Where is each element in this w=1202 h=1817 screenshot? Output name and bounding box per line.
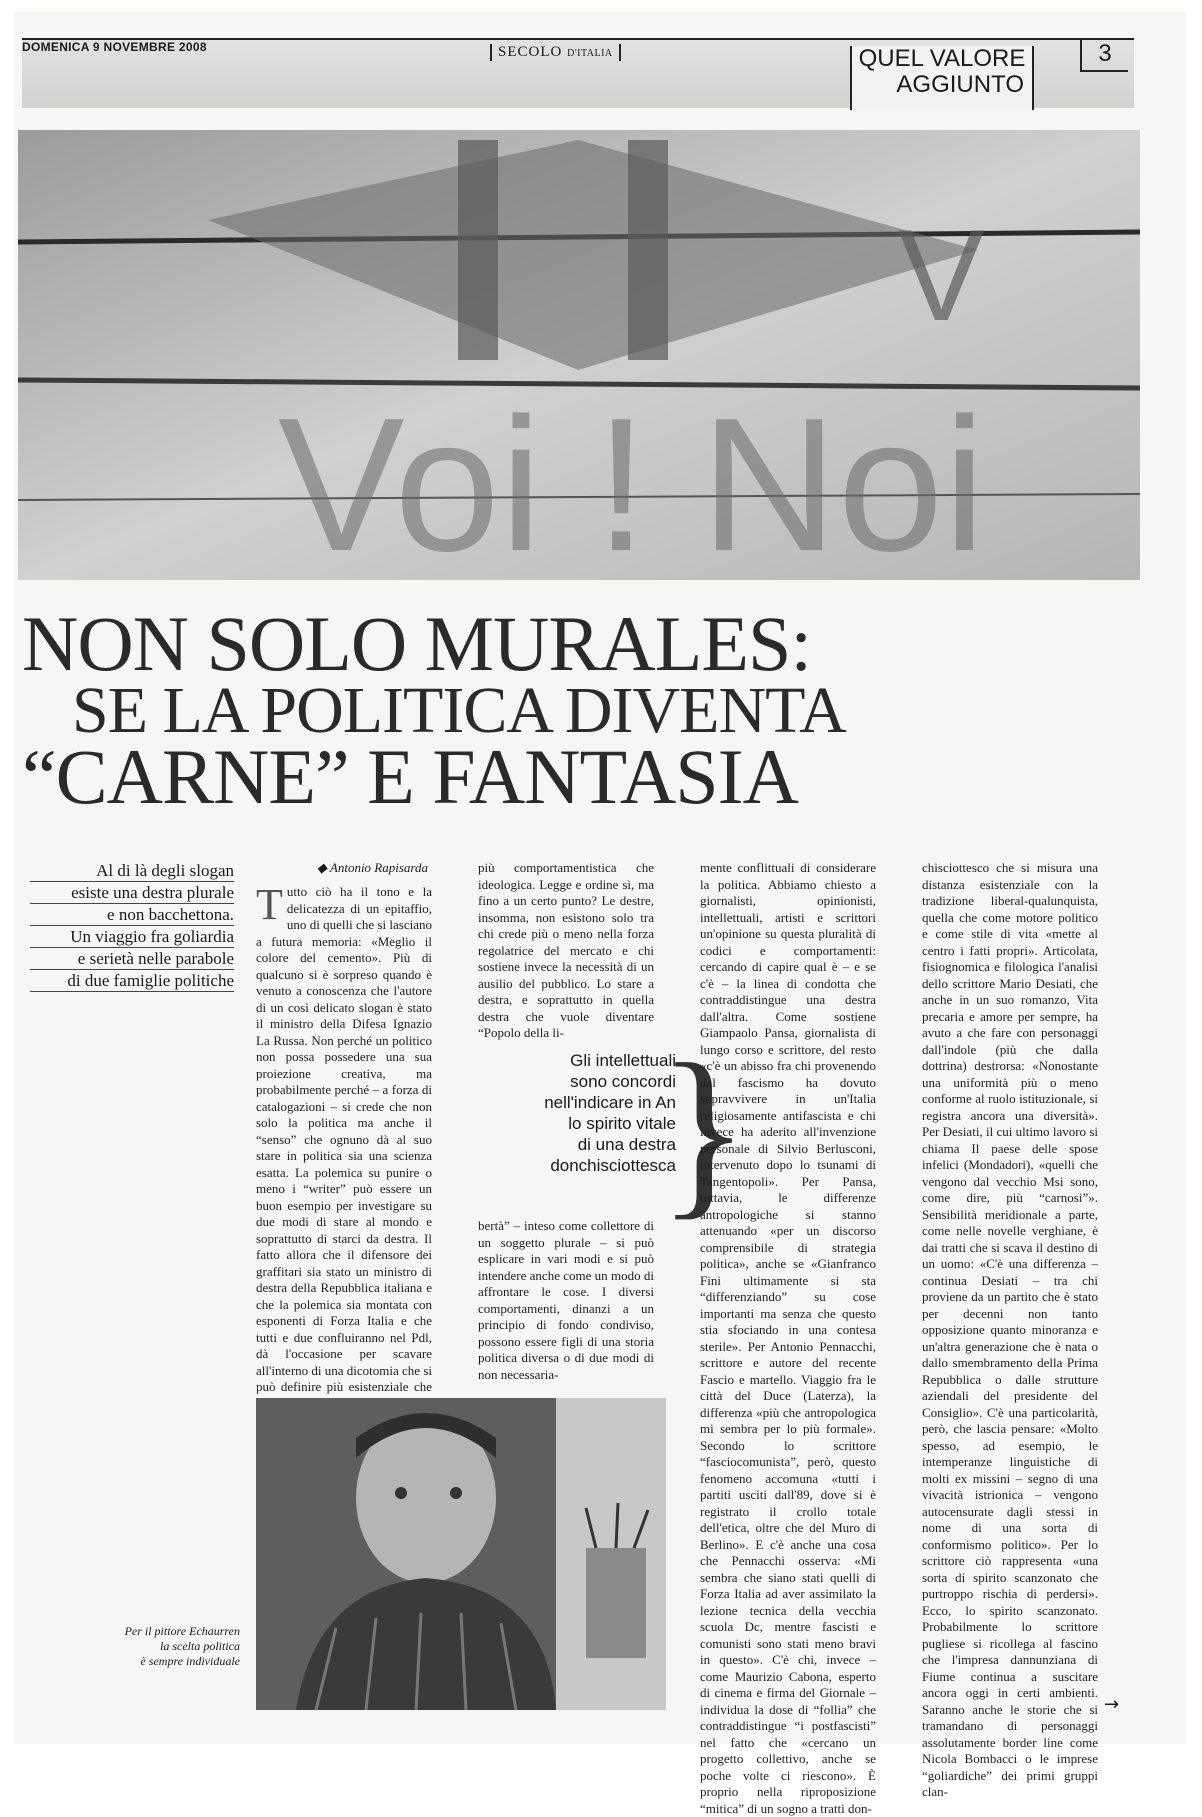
article-column-2-top: più comportamentistica che ideologica. Legge e ordine sì, ma fino a un certo punto? Le destre, insomma, non esistono solo tra chi crede più o meno nella forza regolatrice del mercato e chi sostiene invece la necessità di un ausilio del pubblico. Lo stare a destra, e soprattutto in quella destra che vuole diventare “Popolo della li-: [478, 860, 654, 1040]
article-column-3: mente conflittuali di considerare la politica. Abbiamo chiesto a giornalisti, opinionisti, intellettuali, artisti e scrittori un'opinione su questa pluralità di codici e comportamenti: cercando di capire qual è – e se c'è – la linea di condotta che contraddistingue una destra dall'altra. Come sostiene Giampaolo Pansa, giornalista di lungo corso e scrittore, del resto «c'è un abisso fra chi provenendo dal fascismo ha dovuto sopravvivere in un'Italia religiosamente antifascista e chi invece ha aderito all'invenzione personale di Silvio Berlusconi, intervenuto dopo lo tsunami di Tangentopoli». Per Pansa, tuttavia, le differenze antropologiche si stanno attenuando «per un discorso comprensibile di strategia politica», anche se «Gianfranco Fini ultimamente si sta “differenziando” su cose importanti ma senza che questo stia sfociando in una contesa sterile». Per Antonio Pennacchi, scrittore e autore del recente Fascio e martello. Viaggio fra le città del Duce (Laterza), la differenza «più che antropologica mi sembra per lo più formale». Secondo lo scrittore “fasciocomunista”, però, questo fenomeno accomuna «tutti i partiti usciti dall'89, dove si è registrato il crollo totale dell'etica, oltre che del Muro di Berlino». E c'è anche una cosa che Pennacchi osserva: «Mi sembra che siano stati quelli di Forza Italia ad aver assimilato la lezione tecnica della vecchia scuola Dc, mentre fascisti e comunisti sono stati meno bravi in questo». C'è chi, invece – come Maurizio Cabona, esperto di cinema e firma del Giornale – individua la dose di “follia” che contraddistingue “i postfascisti” nel fatto che «cercano un progetto collettivo, anche se poche volte ci riescono». È proprio nella riproposizione “mitica” di un sogno a tratti don-: [700, 860, 876, 1816]
mural-text: Voi ! Noi: [278, 379, 986, 591]
section-label-line1: QUEL VALORE: [858, 45, 1026, 72]
headline: [22, 600, 1142, 820]
section-label: [850, 46, 1034, 110]
pull-quote-line: donchisciottesca: [550, 1156, 676, 1175]
photo-caption-line: la scelta politica: [160, 1639, 240, 1653]
photo-caption-line: Per il pittore Echaurren: [124, 1624, 240, 1638]
newspaper-name-main: SECOLO: [498, 44, 563, 60]
standfirst-line: esiste una destra plurale: [30, 882, 234, 904]
headline-line2: SE LA POLITICA DIVENTA: [72, 674, 846, 747]
section-label-line2: AGGIUNTO: [896, 71, 1024, 98]
standfirst-line: Al di là degli slogan: [30, 860, 234, 882]
pull-quote: [500, 1050, 676, 1210]
svg-text:V: V: [898, 202, 985, 348]
pull-quote-brace: }: [658, 1026, 750, 1236]
pull-quote-line: nell'indicare in An: [544, 1093, 676, 1112]
pull-quote-line: Gli intellettuali: [570, 1051, 676, 1070]
issue-date: DOMENICA 9 NOVEMBRE 2008: [22, 40, 207, 54]
mural-photo: [18, 130, 1140, 591]
page-number: 3: [1080, 40, 1128, 72]
drop-cap: T: [256, 880, 283, 929]
newspaper-name-suffix: D'ITALIA: [567, 48, 613, 59]
standfirst-line: e non bacchettona.: [30, 904, 234, 926]
article-column-1-text: utto ciò ha il tono e la delicatezza di un epitaffio, uno di quelli che si lasciano a futura memoria: «Meglio il colore del cemento». Più di qualcuno si è sorpreso quando è venuto a conoscenza che l'autore di un così delicato slogan è stato il ministro della Difesa Ignazio La Russa. Non perché un politico non possa possedere una sua proiezione creativa, ma probabilmente perché – a forza di catalogazioni – si crede che non solo la politica ma anche il “senso” che ognuno dà al suo stare in politica sia una scienza esatta. La polemica su punire o meno i “writer” può essere un buon esempio per investigare su due modi di stare al mondo e soprattutto di starci da destra. Il fatto allora che il difensore dei graffitari sia stato un ministro di destra della Repubblica italiana e che la polemica sia montata con esponenti di Forza Italia e che tutti e due confluiranno nel Pdl, dà l'occasione per scavare all'interno di una dicotomia che si può definire più esistenziale che: [256, 884, 432, 1394]
standfirst-line: di due famiglie politiche: [30, 970, 234, 992]
photo-caption: [60, 1624, 240, 1669]
photo-caption-line: è sempre individuale: [140, 1654, 240, 1668]
byline: ◆ Antonio Rapisarda: [316, 860, 428, 875]
continue-arrow-icon: →: [1104, 1694, 1120, 1715]
standfirst-line: e serietà nelle parabole: [30, 948, 234, 970]
pull-quote-line: lo spirito vitale: [568, 1114, 676, 1133]
headline-line1: NON SOLO MURALES:: [22, 600, 812, 687]
portrait-photo: [256, 1398, 666, 1710]
article-column-4: chisciottesco che si misura una distanza esistenziale con la tradizione liberal-qualunquista, quella che come motore politico e come stile di vita «mette al centro i fatti propri». Articolata, fisiognomica e filologica l'analisi dello scrittore Mario Desiati, che anche in un suo romanzo, Vita precaria e amore per sempre, ha avuto a che fare con personaggi dall'indole (più che dalla dottrina) destrorsa: «Nonostante una uniformità più o meno conforme al ruolo istituzionale, si registra ancora una diversità». Per Desiati, il cui ultimo lavoro si chiama Il paese delle spose infelici (Mondadori), «quelli che vengono dal vecchio Msi sono, come dire, più “carnosi”». Sensibilità meridionale a parte, come nelle novelle verghiane, è dai tratti che si scava il destino di un uomo: «C'è una differenza – continua Desiati – tra chi proviene da un partito che è stato per decenni non tanto opposizione quanto minoranza e un'altra generazione che è nata o dallo smembramento della Prima Repubblica o dalle strutture aziendali del presidente del Consiglio». C'è una particolarità, però, che lascia pensare: «Molto spesso, ad esempio, le intemperanze linguistiche di molti ex missini – segno di una vivacità istrionica – vengono autocensurate dagli stessi in nome di una sorta di conformismo politico». Per lo scrittore ciò rappresenta «una sorta di spirito scanzonato che purtroppo rischia di perdersi». Ecco, lo spirito scanzonato. Probabilmente lo scrittore pugliese si ricollega al fascino che l'impresa dannunziana di Fiume continua a suscitare ancora oggi in certi ambienti. Saranno anche le storie che si tramandano di personaggi assolutamente border line come Nicola Bombacci o le imprese “goliardiche” dei primi gruppi clan-: [922, 860, 1098, 1799]
pull-quote-line: di una destra: [577, 1135, 676, 1154]
article-column-1: [256, 880, 432, 1412]
standfirst: [30, 860, 234, 992]
pull-quote-line: sono concordi: [570, 1072, 676, 1091]
headline-line3: “CARNE” E FANTASIA: [22, 733, 798, 820]
newspaper-name: [490, 44, 621, 61]
standfirst-line: Un viaggio fra goliardia: [30, 926, 234, 948]
article-column-2-bottom: bertà” – inteso come collettore di un soggetto plurale – si può esplicare in vari modi e si può intendere anche come un modo di affrontare le cose. I diversi comportamenti, dinanzi a un principio di fondo condiviso, possono essere figli di una storia politica diversa o di due modi di non necessaria-: [478, 1218, 654, 1382]
